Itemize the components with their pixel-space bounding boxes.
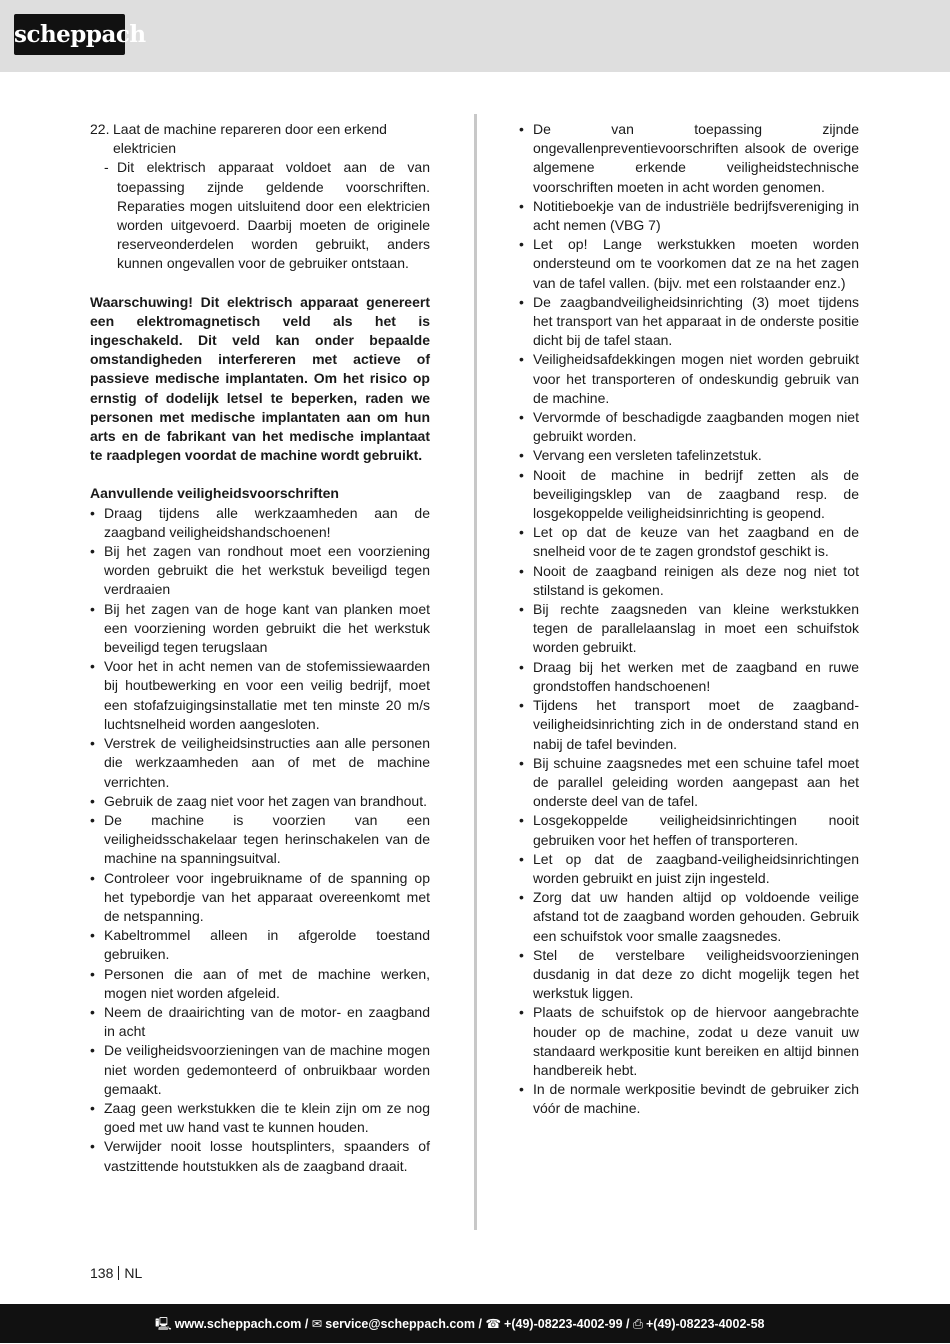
list-item: [519, 120, 859, 197]
list-item: [90, 1003, 430, 1041]
fax-icon: ⎙: [632, 1316, 643, 1331]
list-item: [519, 466, 859, 524]
footer-fax: +(49)-08223-4002-58: [645, 1317, 765, 1331]
header-band: [0, 0, 950, 72]
bullet-marker: •: [90, 658, 95, 675]
bullet-marker: •: [519, 850, 524, 867]
bullet-marker: •: [90, 811, 95, 828]
list-item: [90, 926, 430, 964]
section-heading: Aanvullende veiligheidsvoorschriften: [90, 485, 339, 502]
list-item-text: Plaats de schuifstok op de hiervoor aangebrachte houder op de machine, zodat u deze vanuit uw standaard werkpositie kunt bereiken en altijd binnen handbereik hebt.: [533, 1004, 859, 1078]
list-item: [519, 350, 859, 408]
list-item: [519, 197, 859, 235]
list-item-text: Nooit de zaagband reinigen als deze nog niet tot stilstand is gekomen.: [533, 562, 859, 598]
list-item-text: Voor het in acht nemen van de stofemissiewaarden bij houtbewerking en voor een veilig bedrijf, moet een stofafzuigingsinstallatie met ten minste 20 m/s luchtsnelheid worden aangesloten.: [104, 658, 430, 732]
bullet-marker: •: [519, 447, 524, 464]
list-item-text: Let op dat de keuze van het zaagband en de snelheid voor de te zagen grondstof geschikt is.: [533, 524, 859, 560]
list-item-text: Gebruik de zaag niet voor het zagen van brandhout.: [104, 792, 427, 809]
list-item-text: Let op! Lange werkstukken moeten worden ondersteund om te voorkomen dat ze na het zagen van de tafel vallen. (bijv. met een rolstaander enz.): [533, 236, 859, 291]
bullet-marker: •: [519, 889, 524, 906]
list-item-text: Losgekoppelde veiligheidsinrichtingen nooit gebruiken voor het heffen of transporteren.: [533, 812, 859, 848]
list-item: [519, 754, 859, 812]
list-item-text: Verstrek de veiligheidsinstructies aan alle personen die werkzaamheden aan of met de machine verrichten.: [104, 735, 430, 790]
right-bullet-list: [519, 120, 859, 1119]
bullet-marker: •: [519, 524, 524, 541]
list-item-text: Veiligheidsafdekkingen mogen niet worden gebruikt voor het transporteren of ondeskundig gebruik van de machine.: [533, 351, 859, 406]
bullet-marker: •: [90, 1138, 95, 1155]
bullet-marker: •: [90, 1042, 95, 1059]
bullet-marker: •: [90, 600, 95, 617]
list-item: [90, 811, 430, 869]
left-bullet-list: [90, 504, 430, 1176]
list-item: [519, 1080, 859, 1118]
column-divider: [474, 114, 477, 1230]
list-item: [519, 696, 859, 754]
list-item-text: Personen die aan of met de machine werken, mogen niet worden afgeleid.: [104, 965, 430, 1001]
bullet-marker: •: [90, 735, 95, 752]
list-item: [519, 408, 859, 446]
list-item: [90, 600, 430, 658]
list-item-text: Bij het zagen van rondhout moet een voorziening worden gebruikt die het werkstuk beveiligd tegen verdraaien: [104, 543, 430, 598]
bullet-marker: •: [519, 466, 524, 483]
list-item: [519, 850, 859, 888]
list-item-text: Controleer voor ingebruikname of de spanning op het typebordje van het apparaat overeenkomt met de netspanning.: [104, 869, 430, 924]
bullet-marker: •: [519, 1081, 524, 1098]
list-item-text: Stel de verstelbare veiligheidsvoorzieningen dusdanig in dat deze zo dicht mogelijk tegen het werkstuk liggen.: [533, 946, 859, 1002]
list-item-text: Bij schuine zaagsnedes met een schuine tafel moet de parallel geleiding worden aangepast aan het onderste deel van de tafel.: [533, 754, 859, 810]
bullet-marker: •: [519, 121, 524, 137]
phone-icon: ☎: [485, 1316, 502, 1331]
list-item: [519, 293, 859, 351]
list-item: [90, 1041, 430, 1099]
bullet-marker: •: [90, 869, 95, 886]
bullet-marker: •: [519, 754, 524, 771]
page-separator: [118, 1266, 119, 1280]
list-item-text: Zaag geen werkstukken die te klein zijn om ze nog goed met uw hand vast te kunnen houden.: [104, 1099, 430, 1136]
list-item-text: De machine is voorzien van een veiligheidsschakelaar tegen herinschakelen van de machine na spanningsuitval.: [104, 811, 430, 867]
list-item: [90, 869, 430, 927]
list-item: [519, 946, 859, 1004]
list-item: [90, 657, 430, 734]
bullet-marker: •: [90, 543, 95, 560]
bullet-marker: •: [519, 351, 524, 368]
list-item-text: Tijdens het transport moet de zaagband-veiligheidsinrichting zich in de onderstand stand en nabij de tafel bevinden.: [533, 697, 859, 752]
bullet-marker: •: [519, 658, 524, 675]
bullet-marker: •: [90, 1003, 95, 1020]
sub-item: [90, 158, 430, 273]
list-item: [519, 1003, 859, 1080]
bullet-marker: •: [90, 792, 95, 809]
footer-email: service@scheppach.com /: [325, 1317, 482, 1331]
bullet-marker: •: [519, 946, 524, 963]
list-item: [519, 562, 859, 600]
computer-icon: 🖳: [155, 1316, 172, 1331]
list-item-text: Kabeltrommel alleen in afgerolde toestand gebruiken.: [104, 927, 430, 963]
list-item-text: Draag bij het werken met de zaagband en ruwe grondstoffen handschoenen!: [533, 658, 859, 694]
bullet-marker: •: [519, 293, 524, 310]
bullet-marker: •: [519, 1004, 524, 1021]
footer-phone: +(49)-08223-4002-99 /: [504, 1317, 630, 1331]
list-item-text: Draag tijdens alle werkzaamheden aan de zaagband veiligheidshandschoenen!: [104, 504, 430, 540]
footer-contact-bar: [0, 1304, 950, 1343]
right-column: [519, 120, 859, 1119]
bullet-marker: •: [90, 504, 95, 521]
list-item: [90, 965, 430, 1003]
list-item: [519, 658, 859, 696]
list-item-text: In de normale werkpositie bevindt de gebruiker zich vóór de machine.: [533, 1081, 859, 1117]
bullet-marker: •: [519, 601, 524, 618]
bullet-marker: •: [90, 927, 95, 944]
list-item-text: Neem de draairichting van de motor- en zaagband in acht: [104, 1003, 430, 1040]
page-number-value: 138: [90, 1265, 114, 1281]
sub-item-text: Dit elektrisch apparaat voldoet aan de van toepassing zijnde geldende voorschriften. Reparaties mogen uitsluitend door een elektricien worden uitgevoerd. Daarbij moeten de originele reserveonderdelen worden gebruikt, anders kunnen ongevallen voor de gebruiker ontstaan.: [117, 159, 430, 272]
list-item: [90, 504, 430, 542]
list-item: [519, 523, 859, 561]
list-item-text: Notitieboekje van de industriële bedrijfsvereniging in acht nemen (VBG 7): [533, 197, 859, 234]
list-item: [90, 792, 430, 811]
list-item-text: De van toepassing zijnde ongevallenpreventievoorschriften alsook de overige algemene erkende veiligheidstechnische voorschriften moeten in acht worden genomen.: [533, 121, 859, 195]
bullet-marker: •: [519, 812, 524, 829]
scheppach-logo: scheppach: [14, 14, 125, 55]
bullet-marker: •: [519, 236, 524, 253]
list-item-text: Bij het zagen van de hoge kant van planken moet een voorziening worden gebruikt die het werkstuk beveiligd tegen terugslaan: [104, 600, 430, 656]
item-number: 22.: [90, 121, 110, 137]
list-item: [90, 1137, 430, 1175]
bullet-marker: •: [519, 409, 524, 426]
dash-marker: -: [104, 159, 109, 176]
list-item: [519, 888, 859, 946]
footer-web: www.scheppach.com /: [174, 1317, 309, 1331]
list-item-text: Vervang een versleten tafelinzetstuk.: [533, 447, 762, 464]
bullet-marker: •: [519, 562, 524, 579]
list-item-text: Let op dat de zaagband-veiligheidsinrichtingen worden gebruikt en juist zijn ingesteld.: [533, 850, 859, 886]
list-item-text: Vervormde of beschadigde zaagbanden mogen niet gebruikt worden.: [533, 409, 859, 445]
page-language: NL: [124, 1265, 143, 1281]
bullet-marker: •: [519, 697, 524, 714]
list-item-text: Nooit de machine in bedrijf zetten als de beveiligingsklep van de zaagband resp. de losgekoppelde veiligheidsinrichting is geopend.: [533, 466, 859, 522]
bullet-marker: •: [519, 197, 524, 214]
list-item: [519, 600, 859, 658]
list-item-text: Zorg dat uw handen altijd op voldoende veilige afstand tot de zaagband worden gehouden. Gebruik een schuifstok voor smalle zaagsnedes.: [533, 889, 859, 944]
list-item-text: Bij rechte zaagsneden van kleine werkstukken tegen de parallelaanslag in moet een schuifstok worden gebruikt.: [533, 601, 859, 656]
list-item: [519, 235, 859, 293]
item-text: Laat de machine repareren door een erkend elektricien: [113, 121, 387, 157]
list-item-text: Verwijder nooit losse houtsplinters, spaanders of vastzittende houtstukken als de zaagband draait.: [104, 1138, 430, 1174]
list-item: [519, 811, 859, 849]
bullet-marker: •: [90, 1099, 95, 1116]
list-item-text: De zaagbandveiligheidsinrichting (3) moet tijdens het transport van het apparaat in de onderste positie dicht bij de tafel staan.: [533, 293, 859, 349]
list-item: [90, 1099, 430, 1137]
email-icon: ✉: [311, 1316, 323, 1331]
page-number: [90, 1265, 142, 1281]
emf-warning: Waarschuwing! Dit elektrisch apparaat genereert een elektromagnetisch veld als het is ingeschakeld. Dit veld kan onder bepaalde omstandigheden interfereren met actieve of passieve medische implantaten. Om het risico op ernstig of dodelijk letsel te beperken, raden we personen met medische implantaten aan om hun arts en de fabrikant van het medische implantaat te raadplegen voordat de machine wordt gebruikt.: [90, 293, 430, 464]
list-item: [519, 446, 859, 465]
list-item-text: De veiligheidsvoorzieningen van de machine mogen niet worden gedemonteerd of onbruikbaar worden gemaakt.: [104, 1042, 430, 1097]
left-column: [90, 120, 430, 1176]
bullet-marker: •: [90, 965, 95, 982]
list-item-22: [90, 120, 430, 158]
list-item: [90, 542, 430, 600]
list-item: [90, 734, 430, 792]
